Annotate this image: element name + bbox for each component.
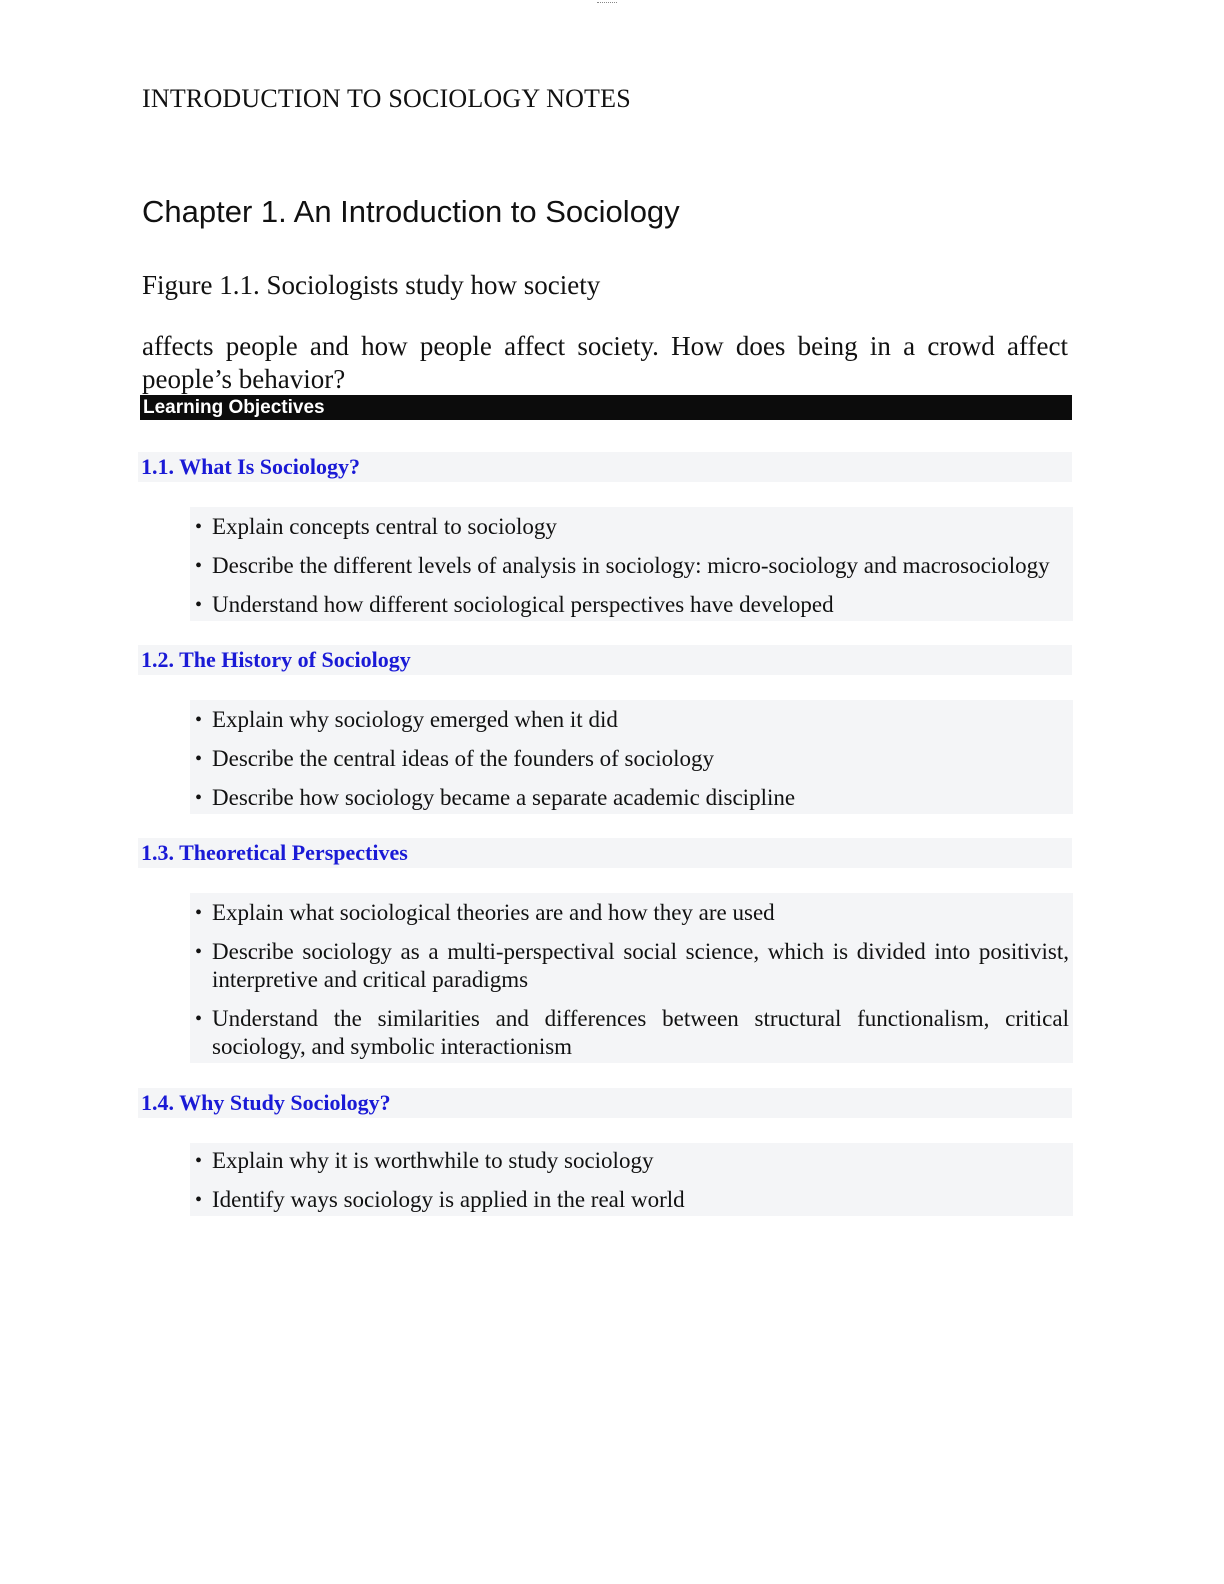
- list-item: • Describe the different levels of analysis in sociology: micro-sociology and macrosociology: [195, 553, 1050, 578]
- list-item: • Explain why it is worthwhile to study sociology: [195, 1148, 654, 1173]
- bullet-icon: •: [195, 902, 203, 924]
- list-item: • Describe how sociology became a separate academic discipline: [195, 785, 796, 810]
- list-item: • Understand the similarities and differences between structural functionalism, critical sociology, and symbolic interactionism: [195, 1006, 1069, 1059]
- list-item: • Explain concepts central to sociology: [195, 514, 557, 539]
- bullet-icon: •: [195, 594, 203, 616]
- page-top-mark: [597, 0, 617, 3]
- list-item: • Understand how different sociological perspectives have developed: [195, 592, 834, 617]
- list-item: • Explain what sociological theories are and how they are used: [195, 900, 775, 925]
- section-heading-theoretical-perspectives: 1.3. Theoretical Perspectives: [138, 838, 1072, 868]
- learning-objectives-heading: Learning Objectives: [140, 395, 1072, 420]
- list-item: • Describe the central ideas of the founders of sociology: [195, 746, 714, 771]
- objectives-list: [190, 1143, 1073, 1216]
- section-heading-what-is-sociology: 1.1. What Is Sociology?: [138, 452, 1072, 482]
- section-heading-why-study-sociology: 1.4. Why Study Sociology?: [138, 1088, 1072, 1118]
- bullet-icon: •: [195, 555, 203, 577]
- bullet-icon: •: [195, 787, 203, 809]
- section-heading-history-of-sociology: 1.2. The History of Sociology: [138, 645, 1072, 675]
- bullet-icon: •: [195, 1150, 203, 1172]
- objectives-list: [190, 700, 1073, 814]
- bullet-icon: •: [195, 941, 203, 963]
- chapter-title: Chapter 1. An Introduction to Sociology: [142, 194, 680, 229]
- objectives-list: [190, 507, 1073, 621]
- list-item: • Identify ways sociology is applied in the real world: [195, 1187, 685, 1212]
- list-item: • Describe sociology as a multi-perspectival social science, which is divided into positivist, interpretive and critical paradigms: [195, 939, 1069, 992]
- bullet-icon: •: [195, 516, 203, 538]
- document-title: INTRODUCTION TO SOCIOLOGY NOTES: [142, 84, 631, 113]
- bullet-icon: •: [195, 1008, 203, 1030]
- bullet-icon: •: [195, 1189, 203, 1211]
- objectives-list: [190, 893, 1073, 1063]
- figure-caption: Figure 1.1. Sociologists study how society: [142, 270, 601, 300]
- figure-description: affects people and how people affect society. How does being in a crowd affect people’s behavior?: [142, 331, 1068, 394]
- bullet-icon: •: [195, 748, 203, 770]
- bullet-icon: •: [195, 709, 203, 731]
- list-item: • Explain why sociology emerged when it did: [195, 707, 618, 732]
